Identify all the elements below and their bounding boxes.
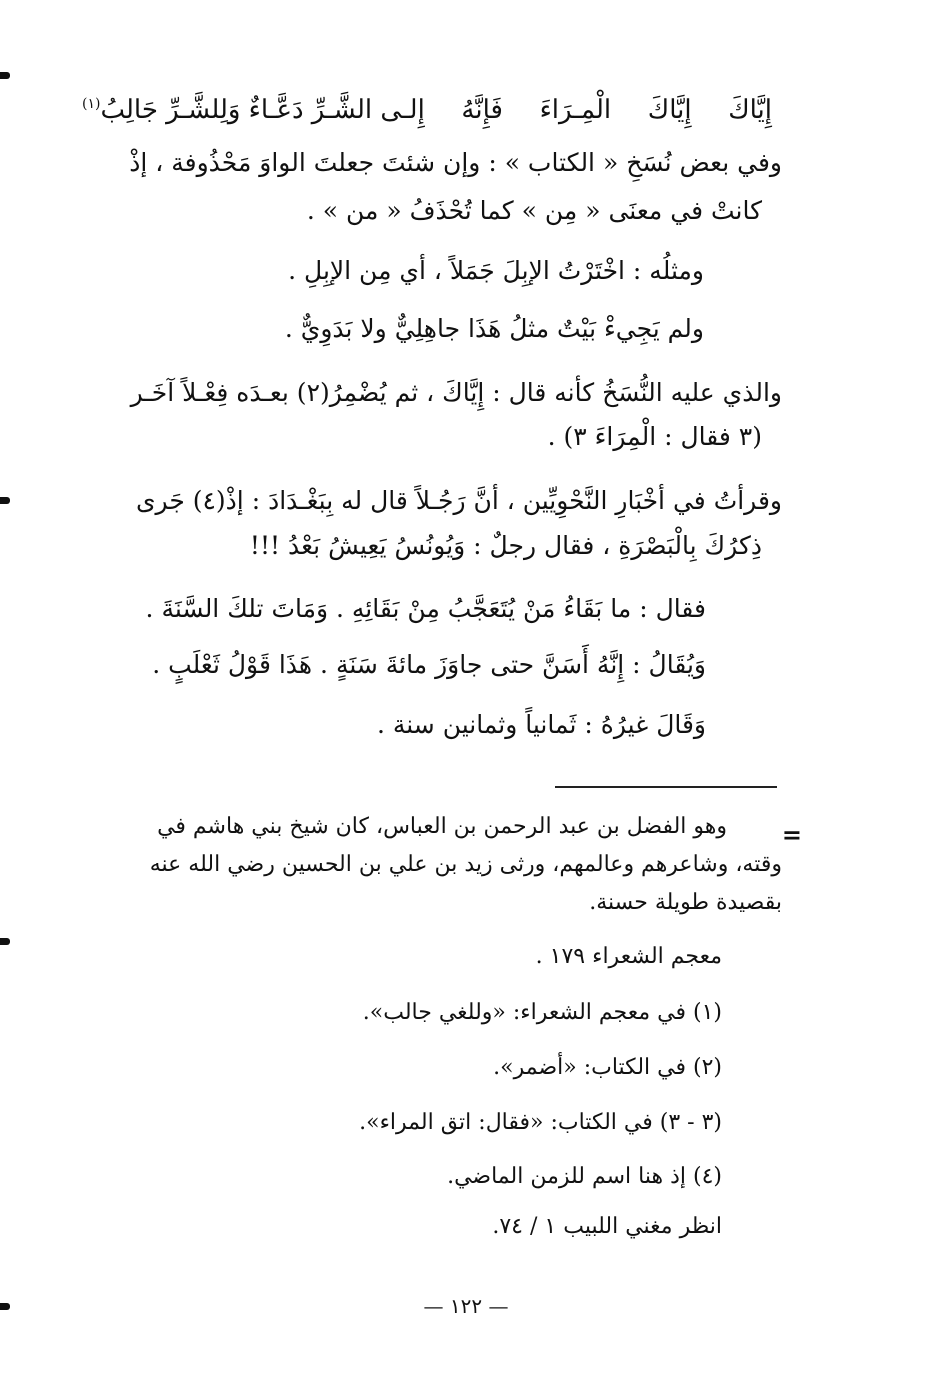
body-line: والذي عليه النُّسَخُ كأنه قال : إِيَّاكَ ، ثم يُضْمِرُ(٢) بعـدَه فِعْـلاً آخَـر xyxy=(130,378,782,407)
verse-part: الْمِـرَاءَ xyxy=(539,95,612,125)
footnote-1: (١) في معجم الشعراء: «وللغي جالب». xyxy=(362,1000,722,1025)
footnote-source: معجم الشعراء ١٧٩ . xyxy=(535,944,722,969)
verse-part: إِلـى الشَّـرِّ دَعَّـاءٌ وَلِلشَّـرِّ جَالِبُ(١) xyxy=(82,95,425,125)
verse-part: إِيَّاكَ xyxy=(647,95,692,125)
footnote-line: بقصيدة طويلة حسنة. xyxy=(589,890,782,915)
body-line: ولم يَجِيءْ بَيْتٌ مثلُ هَذَا جاهِلِيٌّ ولا بَدَوِيٌّ . xyxy=(284,314,704,343)
margin-mark xyxy=(0,497,10,504)
body-line: وقرأتُ في أخْبَارِ النَّحْوِيِّين ، أنَّ رَجُـلاً قال له بِبَغْـدَادَ : إذْ(٤) جَرى xyxy=(135,486,782,515)
verse-part: فَإِنَّهُ xyxy=(461,95,503,125)
body-line: كانتْ في معنَى « مِن » كما تُحْذَفُ « من » . xyxy=(306,196,762,225)
poetry-verse xyxy=(82,90,772,130)
body-line: فقال : ما بَقَاءُ مَنْ يُتَعَجَّبُ مِنْ بَقَائِهِ . وَمَاتَ تلكَ السَّنَةَ . xyxy=(145,594,706,623)
continuation-mark: = xyxy=(781,820,802,849)
footnote-ref: (١) xyxy=(82,96,101,113)
footnote-2: (٢) في الكتاب: «أضمر». xyxy=(493,1055,722,1080)
margin-mark xyxy=(0,72,10,79)
footnote-line: وهو الفضل بن عبد الرحمن بن العباس، كان شيخ بني هاشم في xyxy=(157,814,727,839)
body-line: وفي بعض نُسَخِ « الكتاب » : وإن شئتَ جعلتَ الواوَ مَحْذُوفة ، إذْ xyxy=(129,148,782,177)
body-line: ذِكرُكَ بِالْبَصْرَةِ ، فقال رجلٌ : وَيُونُسُ يَعِيشُ بَعْدُ !!! xyxy=(249,531,762,560)
footnote-separator xyxy=(555,786,777,788)
footnote-3: (٣ - ٣) في الكتاب: «فقال: اتق المراء». xyxy=(359,1110,722,1135)
margin-mark xyxy=(0,938,10,945)
body-line: وَيُقَالُ : إِنَّهُ أَسَنَّ حتى جاوَزَ مائةَ سَنَةٍ . هَذَا قَوْلُ ثَعْلَبٍ . xyxy=(152,650,706,679)
footnote-line: وقته، وشاعرهم وعالمهم، ورثى زيد بن علي بن الحسين رضي الله عنه xyxy=(149,852,782,877)
body-line: ومثلُه : اخْتَرْتُ الإبِلَ جَمَلاً ، أي مِن الإبِلِ . xyxy=(288,256,704,285)
footnote-4-reference: انظر مغني اللبيب ١ / ٧٤. xyxy=(492,1214,722,1239)
page-number: — ١٢٢ — xyxy=(423,1294,509,1318)
verse-part: إِيَّاكَ xyxy=(728,95,772,125)
body-line: وَقَالَ غيرُهُ : ثَمانياً وثمانين سنة . xyxy=(376,710,706,739)
footnote-4: (٤) إذ هنا اسم للزمن الماضي. xyxy=(447,1164,722,1189)
body-line: (٣ فقال : الْمِرَاءَ ٣) . xyxy=(547,422,762,451)
